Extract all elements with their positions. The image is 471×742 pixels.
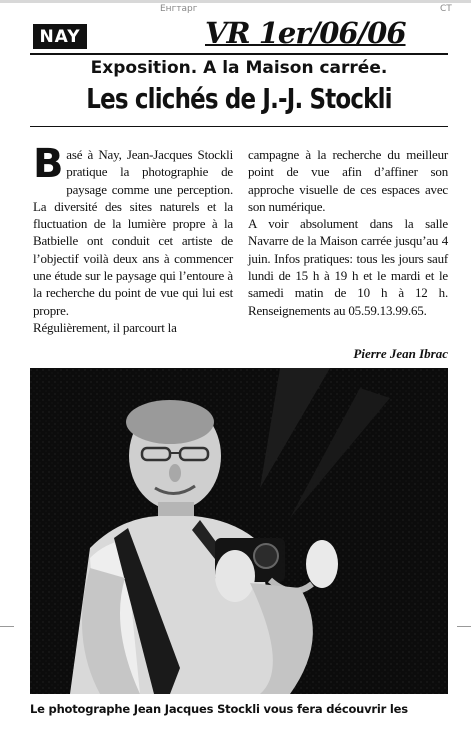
photographer-portrait <box>30 368 448 694</box>
masthead-faint-text: Енгтарг <box>160 4 198 14</box>
article-paragraph: campagne à la recherche du meilleur point de vue afin d’affiner son approche visuelle de ces espaces avec son numérique. <box>248 147 448 214</box>
masthead-faint-mark: CT <box>440 4 452 14</box>
article-headline: Les clichés de J.-J. Stockli <box>86 82 392 115</box>
article-paragraph: asé à Nay, Jean-Jacques Stockli pratique la photographie de paysage comme une perception. La diversité des sites naturels et la fluctuation de la lumière propre à la Batbielle ont conduit cet artiste de l’objectif voilà deux ans à commencer une étude sur le paysage qui l’entoure à la recherche du point de vue qui lui est propre. <box>33 147 233 318</box>
photo-caption: Le photographe Jean Jacques Stockli vous fera découvrir les <box>30 702 408 716</box>
article-paragraph: Régulièrement, il parcourt la <box>33 319 177 335</box>
article-photo <box>30 368 448 694</box>
headline-rule <box>30 126 448 127</box>
article-paragraph: A voir absolument dans la salle Navarre de la Maison carrée jusqu’au 4 juin. Infos pratiques: tous les jours sauf lundi de 15 h à 19 h et le mardi et le samedi matin de 10 h à 12 h. Renseignements au 05.59.13.99.65. <box>248 216 448 318</box>
article-byline: Pierre Jean Ibrac <box>353 346 448 361</box>
scan-edge-mark <box>457 626 471 627</box>
section-tag: NAY <box>33 24 87 49</box>
drop-cap: B <box>33 141 64 187</box>
article-kicker: Exposition. A la Maison carrée. <box>90 58 388 78</box>
article-column-left <box>33 141 233 336</box>
scan-edge-mark <box>0 626 14 627</box>
article-column-right <box>248 146 448 319</box>
page-top-edge <box>0 0 471 3</box>
top-rule <box>30 53 448 55</box>
handwritten-date: VR 1er/06/06 <box>205 16 406 50</box>
